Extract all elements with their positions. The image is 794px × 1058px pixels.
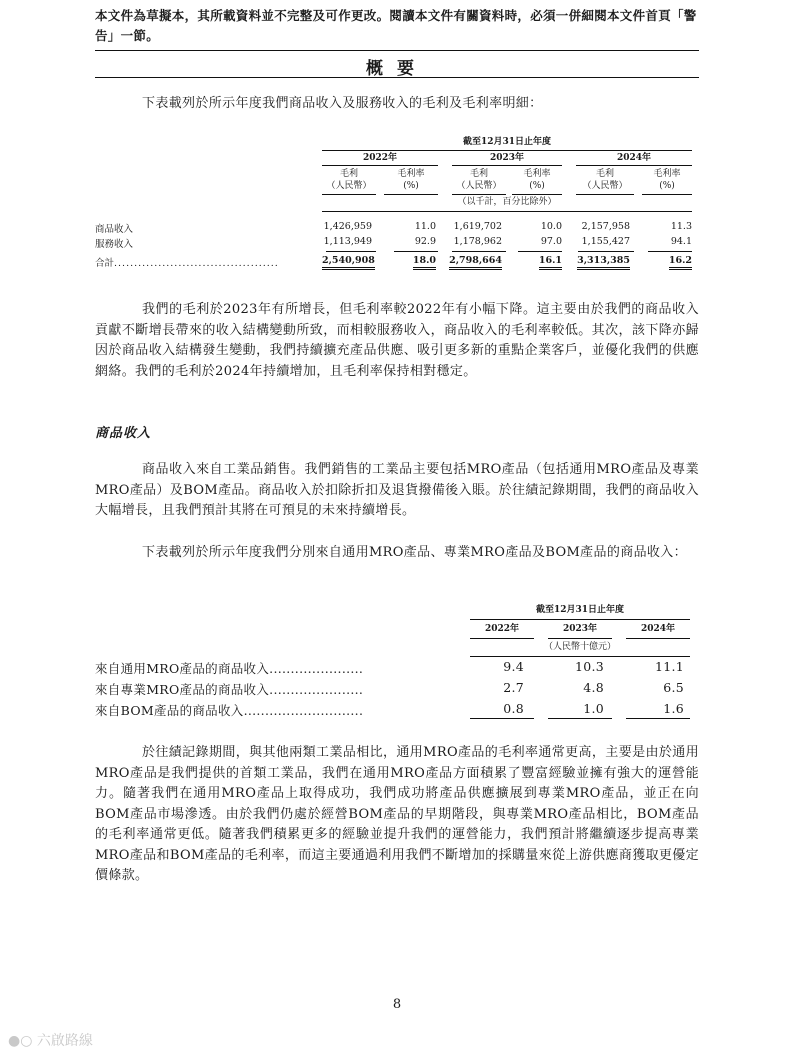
table1-intro: 下表載列於所示年度我們商品收入及服務收入的毛利及毛利率明細： — [142, 96, 543, 111]
section-title: 概要 — [366, 59, 428, 79]
table2-row-label: 來自專業MRO產品的商品收入...................... — [95, 682, 364, 697]
table1-col-margin-2024: 毛利率 (%) — [653, 169, 681, 191]
table1-cell: 1,178,962 — [453, 236, 502, 247]
table1-col-gp-2022: 毛利 （人民幣） — [326, 169, 372, 191]
table2-row-label: 來自BOM產品的商品收入............................ — [95, 703, 364, 718]
table2-year-2024: 2024年 — [640, 624, 676, 634]
page-number: 8 — [392, 997, 402, 1012]
watermark-logo-icon: ●○ — [8, 1033, 33, 1049]
table1-cell: 2,157,958 — [581, 221, 630, 232]
table1-year-2022: 2022年 — [362, 153, 398, 163]
product-revenue-paragraph: 商品收入來自工業品銷售。我們銷售的工業品主要包括MRO產品（包括通用MRO產品及專業MRO產品）及BOM產品。商品收入於扣除折扣及退貨撥備後入賬。於往績記錄期間，我們的商品收入大幅增長，且我們預計其將在可預見的未來持續增長。 — [95, 462, 699, 518]
header-rule-top — [95, 50, 699, 51]
table2-cell: 0.8 — [503, 701, 524, 716]
table1-cell: 1,155,427 — [581, 236, 630, 247]
table1-cell: 94.1 — [670, 236, 692, 247]
table1-year-2024: 2024年 — [616, 153, 652, 163]
table2-cell: 11.1 — [654, 659, 684, 674]
table2-cell: 1.6 — [663, 701, 684, 716]
table2-unit-note: （人民幣十億元） — [543, 642, 616, 652]
subheading-product-revenue: 商品收入 — [95, 426, 152, 441]
table1-total-cell: 18.0 — [388, 255, 436, 266]
table2-period-header: 截至12月31日止年度 — [535, 605, 625, 615]
table2-cell: 1.0 — [583, 701, 604, 716]
table2-year-2022: 2022年 — [484, 624, 520, 634]
table1-year-2023: 2023年 — [489, 153, 525, 163]
table1-unit-note: （以千計，百分比除外） — [457, 197, 557, 207]
draft-warning: 本文件為草擬本，其所載資料並不完整及可作更改。閱讀本文件有關資料時，必須一併細閱本文件首頁「警告」一節。 — [95, 8, 697, 43]
table1-row-label: 服務收入 — [95, 239, 134, 250]
table1-total-cell: 2,540,908 — [322, 255, 372, 266]
table1-total-cell: 2,798,664 — [448, 255, 502, 266]
table1-total-cell: 3,313,385 — [574, 255, 630, 266]
table2-cell: 10.3 — [574, 659, 604, 674]
table1-col-margin-2022: 毛利率 (%) — [397, 169, 425, 191]
header-rule-bottom — [95, 77, 699, 78]
table1-cell: 97.0 — [540, 236, 562, 247]
table1-cell: 11.3 — [670, 221, 692, 232]
table1-cell: 92.9 — [414, 236, 436, 247]
table2-year-2023: 2023年 — [562, 624, 598, 634]
table1-total-label: 合計......................................... — [95, 258, 279, 269]
table1-row-label: 商品收入 — [95, 224, 134, 235]
table2-cell: 9.4 — [503, 659, 524, 674]
table1-cell: 1,113,949 — [323, 236, 372, 247]
table1-cell: 1,619,702 — [453, 221, 502, 232]
table2-row-label: 來自通用MRO產品的商品收入...................... — [95, 661, 364, 676]
table1-cell: 10.0 — [540, 221, 562, 232]
table1-cell: 11.0 — [414, 221, 436, 232]
margin-comparison-paragraph: 於往績記錄期間，與其他兩類工業品相比，通用MRO產品的毛利率通常更高，主要是由於通用MRO產品是我們提供的首類工業品，我們在通用MRO產品方面積累了豐富經驗並擁有強大的運營能力。隨著我們在通用MRO產品上取得成功，我們成功將產品供應擴展到專業MRO產品，並正在向BOM產品市場滲透。由於我們仍處於經營BOM產品的早期階段，與專業MRO產品相比，BOM產品的毛利率通常更低。隨著我們積累更多的經驗並提升我們的運營能力，我們預計將繼續逐步提高專業MRO產品和BOM產品的毛利率，而這主要通過利用我們不斷增加的採購量來從上游供應商獲取更優定價條款。 — [95, 745, 699, 883]
gross-profit-paragraph: 我們的毛利於2023年有所增長，但毛利率較2022年有小幅下降。這主要由於我們的商品收入貢獻不斷增長帶來的收入結構變動所致，而相較服務收入，商品收入的毛利率較低。其次，該下降亦歸因於商品收入結構發生變動，我們持續擴充產品供應、吸引更多新的重點企業客戶，並優化我們的供應網絡。我們的毛利於2024年持續增加，且毛利率保持相對穩定。 — [95, 302, 699, 379]
watermark: ●○ 六啟路線 — [8, 1033, 93, 1049]
table2-cell: 6.5 — [663, 680, 684, 695]
table2-cell: 4.8 — [583, 680, 604, 695]
table1-col-margin-2023: 毛利率 (%) — [523, 169, 551, 191]
table2-cell: 2.7 — [503, 680, 524, 695]
table1-period-header: 截至12月31日止年度 — [462, 137, 552, 147]
table1-col-gp-2023: 毛利 （人民幣） — [456, 169, 502, 191]
table1-cell: 1,426,959 — [323, 221, 372, 232]
table1-total-cell: 16.1 — [512, 255, 562, 266]
table2-intro: 下表載列於所示年度我們分別來自通用MRO產品、專業MRO產品及BOM產品的商品收入： — [142, 545, 687, 560]
table1-total-cell: 16.2 — [642, 255, 692, 266]
table1-col-gp-2024: 毛利 （人民幣） — [582, 169, 628, 191]
